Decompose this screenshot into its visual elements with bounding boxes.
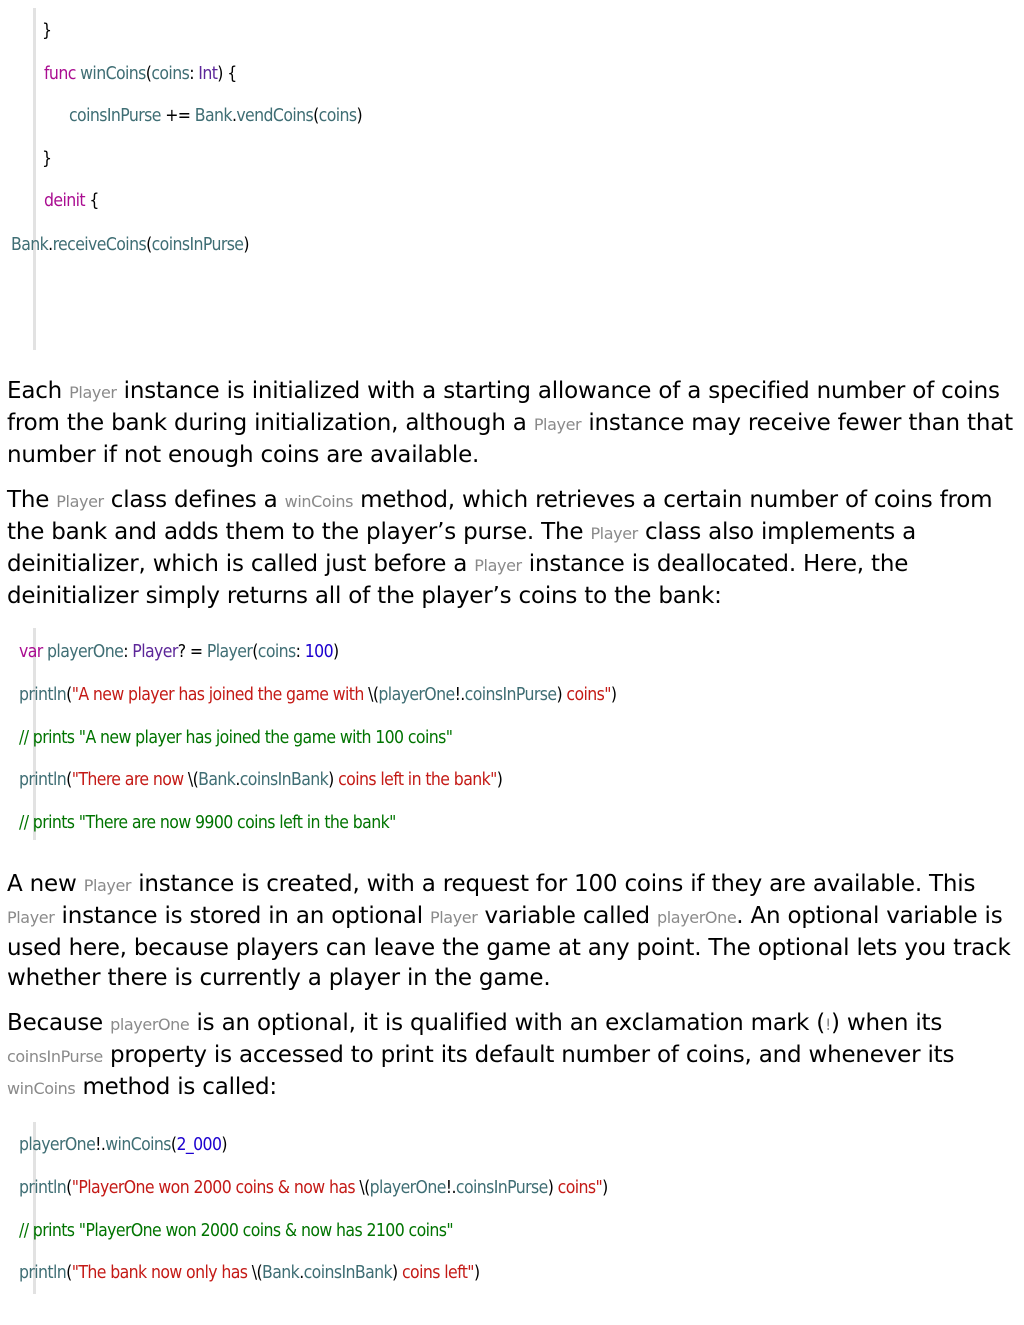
code-token: ) (392, 1263, 398, 1283)
code-token: ( (313, 106, 319, 126)
code-token: coinsInPurse (151, 235, 244, 255)
code-token: !. (95, 1135, 106, 1155)
code-token: ( (66, 1263, 72, 1283)
code-token: : (189, 64, 199, 84)
code-token: // prints "There are now 9900 coins left in the bank" (19, 813, 396, 833)
code-token: coins (151, 64, 190, 84)
code-token: !. (445, 1178, 456, 1198)
paragraph-text: instance is stored in an optional (54, 903, 431, 929)
code-token: // prints "PlayerOne won 2000 coins & now has 2100 coins" (19, 1221, 454, 1241)
paragraph-text: The (7, 487, 57, 513)
paragraph-text: class also implements a deinitializer, which is called just before a (7, 519, 917, 577)
code-token: "There are now (71, 770, 188, 790)
code-token: ) (333, 642, 339, 662)
code-line (19, 1177, 608, 1199)
code-token: \( (251, 1263, 263, 1283)
code-token: ( (66, 1178, 72, 1198)
code-token: } (42, 21, 52, 41)
code-token: ( (146, 235, 152, 255)
code-token: coins" (562, 685, 611, 705)
inline-code: coinsInPurse (7, 1047, 103, 1066)
code-token: println (19, 1178, 67, 1198)
paragraph-initialization (7, 376, 1017, 470)
paragraph-text: instance is initialized with a starting allowance of a specified number of coins from the bank during initialization, although a (7, 378, 1000, 436)
code-token: . (299, 1263, 304, 1283)
paragraph-text: instance may receive fewer than that number if not enough coins are available. (7, 410, 1013, 468)
code-token: Int (198, 64, 218, 84)
inline-code: Player (7, 908, 55, 927)
inline-code: Player (83, 876, 132, 895)
inline-code: playerOne (657, 908, 737, 927)
code-token: coins (318, 106, 357, 126)
code-token: coinsInBank (239, 770, 329, 790)
code-token: playerOne (19, 1135, 96, 1155)
code-token: playerOne (369, 1178, 446, 1198)
paragraph-text: ) when its (831, 1010, 943, 1036)
code-comment (19, 812, 396, 834)
code-token: playerOne (47, 642, 124, 662)
code-token: ) { (217, 64, 237, 84)
code-token: { (85, 191, 99, 211)
code-token: . (48, 235, 53, 255)
code-token: coinsInBank (303, 1263, 393, 1283)
code-token: coins left" (397, 1263, 474, 1283)
code-token: ) (496, 770, 503, 790)
paragraph-new-player (7, 869, 1017, 993)
code-token: ( (66, 770, 72, 790)
code-token: winCoins (80, 64, 146, 84)
code-token: var (19, 642, 48, 662)
code-token: ) (221, 1135, 227, 1155)
code-token: vendCoins (236, 106, 314, 126)
inline-code: Player (590, 524, 638, 543)
code-token: Bank (198, 770, 236, 790)
code-comment (19, 1220, 453, 1242)
code-token: println (19, 770, 67, 790)
code-token: ) (602, 1178, 608, 1198)
paragraph-text: Each (7, 378, 70, 404)
code-token: Bank (11, 235, 49, 255)
code-token: ) (328, 770, 334, 790)
code-token: . (231, 106, 237, 126)
paragraph-text: is an optional, it is qualified with an exclamation mark ( (189, 1010, 825, 1036)
code-token: !. (454, 685, 465, 705)
code-token: ) (356, 106, 363, 126)
paragraph-text: class defines a (103, 487, 285, 513)
paragraph-text: property is accessed to print its default number of coins, and whenever its (102, 1042, 955, 1068)
code-token: ) (610, 685, 617, 705)
code-token: println (19, 685, 67, 705)
code-token: ) (547, 1178, 554, 1198)
code-line (19, 1262, 479, 1284)
code-token: \( (187, 770, 199, 790)
code-token: \( (368, 685, 379, 705)
inline-code: winCoins (284, 492, 354, 511)
code-line (19, 769, 502, 791)
code-token: coinsInPurse (455, 1178, 548, 1198)
code-token: deinit (44, 191, 85, 211)
code-token: ( (145, 64, 152, 84)
code-line (11, 234, 249, 256)
paragraph-wincoins-deinitializer (7, 485, 1017, 611)
code-comment (19, 727, 452, 749)
paragraph-text: method is called: (75, 1074, 277, 1100)
code-token: winCoins (105, 1135, 171, 1155)
code-block-deinit (33, 8, 36, 350)
code-token: "A new player has joined the game with (71, 685, 369, 705)
code-token: coins left in the bank" (333, 770, 497, 790)
code-line (69, 105, 362, 127)
code-line (19, 1134, 227, 1156)
paragraph-optional-unwrap (7, 1008, 1017, 1104)
paragraph-text: Because (7, 1010, 111, 1036)
code-token: coinsInPurse (69, 106, 161, 126)
code-token: ) (556, 685, 563, 705)
code-token: Bank (194, 106, 232, 126)
inline-code: Player (69, 383, 117, 402)
inline-code: Player (474, 556, 522, 575)
paragraph-text: instance is deallocated. Here, the deinitializer simply returns all of the player’s coins to the bank: (7, 551, 909, 609)
code-line (44, 63, 237, 85)
code-line (42, 20, 51, 42)
code-token: 100 (304, 642, 333, 662)
code-token: } (42, 149, 52, 169)
inline-code: winCoins (7, 1079, 76, 1098)
code-token: Player (132, 642, 178, 662)
inline-code: Player (430, 908, 478, 927)
code-token: += (160, 106, 195, 126)
code-token: coins" (553, 1178, 603, 1198)
code-token: playerOne (378, 685, 455, 705)
code-line (19, 641, 339, 663)
code-line (19, 684, 616, 706)
inline-code: ! (825, 1015, 832, 1034)
code-token: Player (206, 642, 253, 662)
code-token: "PlayerOne won 2000 coins & now has (71, 1178, 360, 1198)
code-token: receiveCoins (52, 235, 147, 255)
code-token: ( (252, 642, 258, 662)
paragraph-text: A new (7, 871, 84, 897)
paragraph-text: . An optional variable is used here, because players can leave the game at any point. The optional lets you track whether there is currently a player in the game. (7, 903, 1011, 991)
code-token: // prints "A new player has joined the game with 100 coins" (19, 728, 453, 748)
code-line (42, 148, 51, 170)
paragraph-text: method, which retrieves a certain number of coins from the bank and adds them to the player’s purse. The (7, 487, 993, 545)
code-token: : (295, 642, 305, 662)
code-token: . (235, 770, 240, 790)
code-token: println (19, 1263, 67, 1283)
paragraph-text: instance is created, with a request for 100 coins if they are available. This (131, 871, 976, 897)
code-token: \( (359, 1178, 370, 1198)
code-line (44, 190, 99, 212)
code-token: 2_000 (176, 1135, 222, 1155)
code-token: coinsInPurse (464, 685, 557, 705)
paragraph-text: variable called (477, 903, 657, 929)
inline-code: Player (56, 492, 104, 511)
code-token: ( (66, 685, 72, 705)
inline-code: Player (533, 415, 582, 434)
code-token: ? = (177, 642, 207, 662)
code-token: : (123, 642, 133, 662)
code-token: ( (170, 1135, 177, 1155)
code-token: coins (257, 642, 296, 662)
code-token: "The bank now only has (71, 1263, 252, 1283)
code-token: Bank (262, 1263, 300, 1283)
inline-code: playerOne (110, 1015, 190, 1034)
code-token: func (44, 64, 81, 84)
code-token: ) (473, 1263, 480, 1283)
code-token: ) (243, 235, 249, 255)
